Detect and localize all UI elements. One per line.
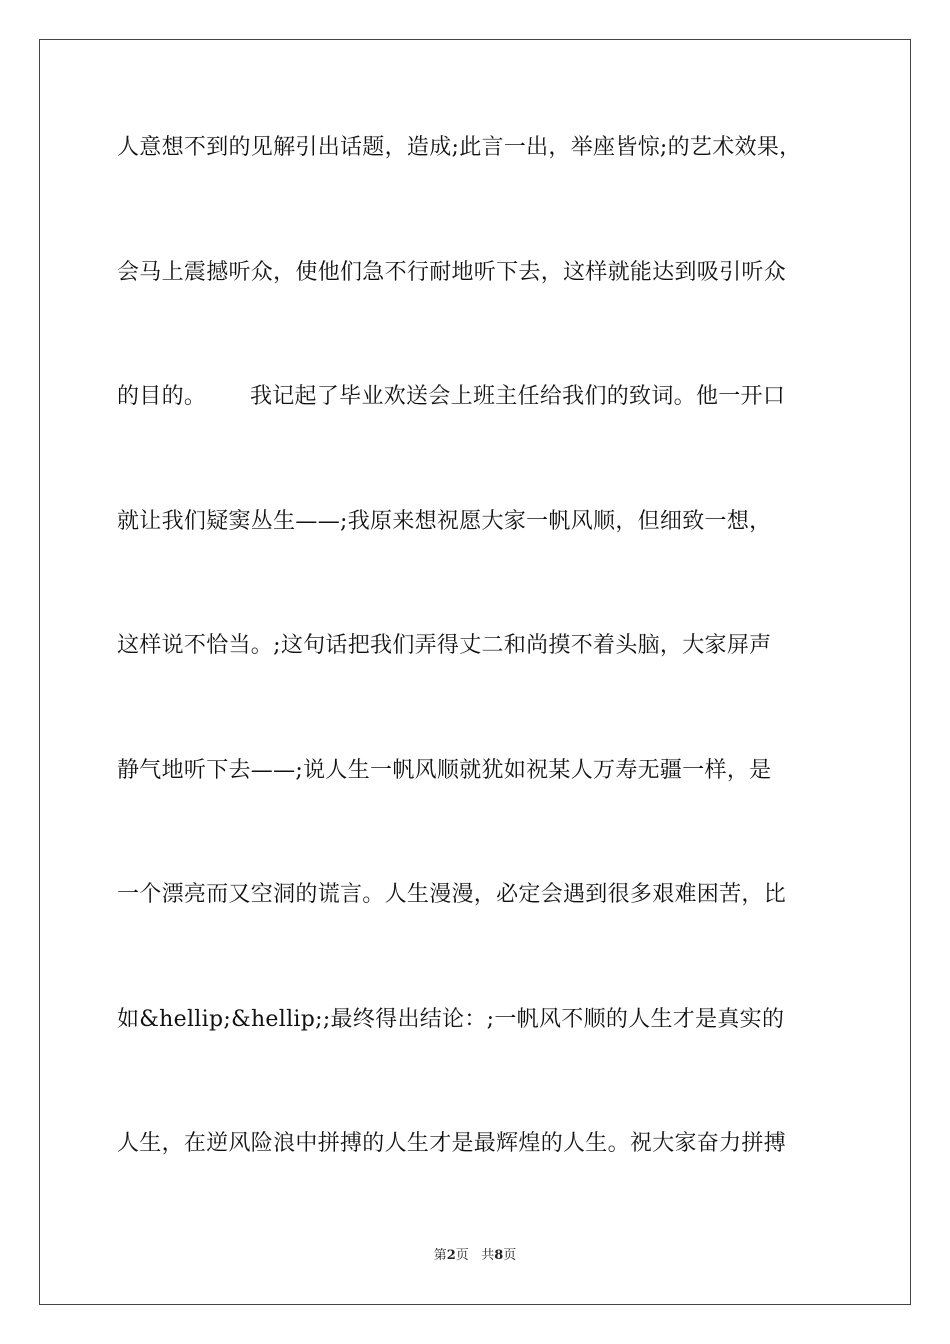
page-suffix: 页 (503, 1248, 517, 1263)
document-body (117, 128, 837, 1249)
text-line: 人意想不到的见解引出话题，造成;此言一出，举座皆惊;的艺术效果， (117, 135, 802, 160)
text-line: 如&hellip;&hellip;;最终得出结论：;一帆风不顺的人生才是真实的 (117, 1006, 785, 1032)
page-mid: 页 共 (455, 1248, 495, 1263)
text-line: 一个漂亮而又空洞的谎言。人生漫漫，必定会遇到很多艰难困苦，比 (117, 882, 787, 907)
current-page-number: 2 (446, 1248, 456, 1263)
text-line: 就让我们疑窦丛生——;我原来想祝愿大家一帆风顺，但细致一想， (117, 508, 772, 534)
text-line: 会马上震撼听众，使他们急不行耐地听下去，这样就能达到吸引听众 (117, 259, 787, 285)
text-line: 人生，在逆风险浪中拼搏的人生才是最辉煌的人生。祝大家奋力拼搏 (117, 1131, 787, 1156)
text-line: 这样说不恰当。;这句话把我们弄得丈二和尚摸不着头脑，大家屏声 (117, 633, 772, 658)
text-line: 静气地听下去——;说人生一帆风顺就犹如祝某人万寿无疆一样，是 (117, 757, 772, 783)
page-prefix: 第 (433, 1248, 447, 1263)
page-number-footer (0, 1244, 950, 1263)
total-page-number: 8 (494, 1248, 504, 1263)
text-line: 的目的。 我记起了毕业欢送会上班主任给我们的致词。他一开口 (117, 384, 786, 409)
